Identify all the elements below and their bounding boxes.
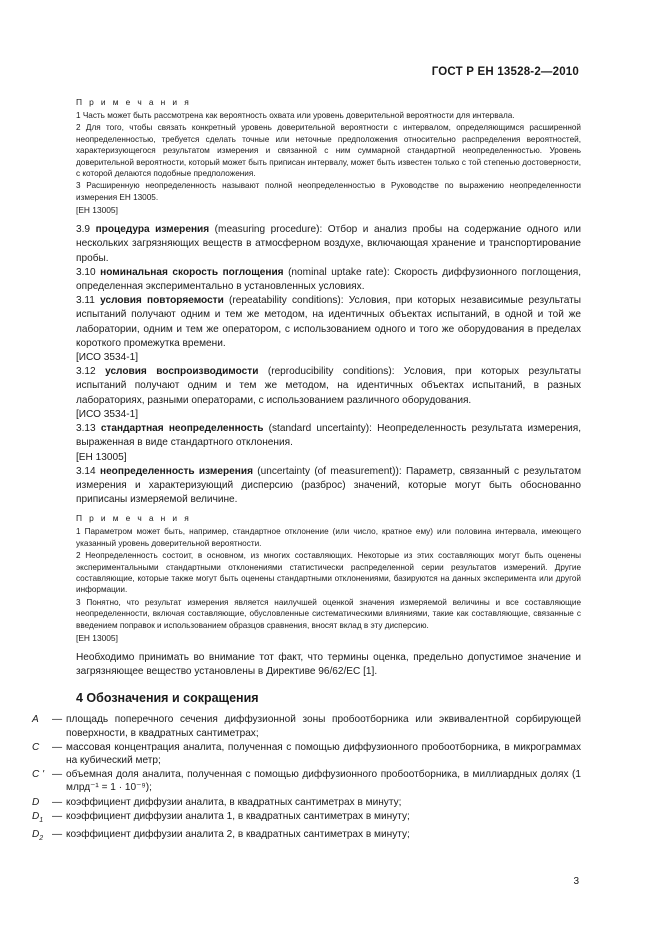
term: стандартная неопределенность bbox=[100, 423, 264, 435]
symbol-description: коэффициент диффузии аналита 2, в квадратных сантиметрах в минуту; bbox=[66, 829, 410, 841]
dash: — bbox=[51, 714, 63, 726]
definition-3-11: 3.11 условия повторяемости (repeatability conditions): Условия, при которых независимые результаты испытаний получают одним и тем же методом, на идентичных объектах испытаний, в одной и той же лаборатории, одним и тем же оператором, с использованием одного и того же оборудования в пределах короткого промежутка времени. bbox=[76, 295, 582, 349]
symbol-description: массовая концентрация аналита, полученная с помощью диффузионного пробоотборника, в микрограммах на кубический метр; bbox=[66, 741, 581, 766]
note-item: 2 Для того, чтобы связать конкретный уровень доверительной вероятности с интервалом, определяющимся расширенной неопределенностью, требуется сделать точные или неточные предположения относительно распределения вероятностей, характеризующегося результатом измерения и связанной с ним суммарной стандартной неопределенностью. Уровень доверительной вероятности, который может быть приписан интервалу, может быть известен только с той степенью достоверности, с которой делаются подобные предположения. bbox=[76, 123, 581, 179]
note-item: 1 Параметром может быть, например, стандартное отклонение (или число, кратное ему) или половина интервала, имеющего указанный уровень доверительной вероятности. bbox=[76, 527, 581, 548]
term: номинальная скорость поглощения bbox=[100, 266, 284, 278]
symbol-row bbox=[32, 810, 581, 827]
note-item: 3 Расширенную неопределенность называют полной неопределенностью в Руководстве по выражению неопределенности измерения ЕН 13005. bbox=[76, 181, 581, 202]
source-reference: [ИСО 3534-1] bbox=[76, 352, 139, 364]
definition-3-13: 3.13 стандартная неопределенность (standard uncertainty): Неопределенность результата измерения, выраженная в виде стандартного отклонения. bbox=[76, 423, 581, 449]
source-reference: [ЕН 13005] bbox=[76, 205, 118, 216]
symbol-description: площадь поперечного сечения диффузионной зоны пробоотборника или эквивалентной сорбирующей поверхности, в квадратных сантиметрах; bbox=[66, 714, 581, 739]
page-content bbox=[32, 97, 582, 846]
section-title: 4 Обозначения и сокращения bbox=[76, 691, 259, 706]
term: условия повторяемости bbox=[100, 295, 224, 307]
dash: — bbox=[51, 796, 63, 808]
symbol-row bbox=[32, 768, 581, 794]
notes-block-1 bbox=[76, 110, 581, 203]
note-item: 1 Часть может быть рассмотрена как вероятность охвата или уровень доверительной вероятности для интервала. bbox=[76, 111, 515, 120]
definition-3-10: 3.10 номинальная скорость поглощения (nominal uptake rate): Скорость диффузионного поглощения, определенная экспериментально в установленных условиях. bbox=[76, 266, 581, 293]
source-reference: [ЕН 13005] bbox=[76, 632, 118, 643]
notes-heading: П р и м е ч а н и я bbox=[76, 97, 192, 107]
note-item: 3 Понятно, что результат измерения является наилучшей оценкой значения измеряемой величины и все составляющие неопределенности, включая составляющие, обусловленные систематическими влияниями, такие как составляющие, связанные с введением поправок и использованием образцов сравнения, вносят вклад в эту дисперсию. bbox=[76, 597, 581, 630]
symbol: C bbox=[32, 741, 40, 753]
symbol-description: коэффициент диффузии аналита 1, в квадратных сантиметрах в минуту; bbox=[66, 810, 410, 822]
page-header: ГОСТ Р ЕН 13528-2—2010 bbox=[431, 66, 579, 78]
symbol-description: объемная доля аналита, полученная с помощью диффузионного пробоотборника, в миллиардных долях (1 млрд⁻¹ = 1 · 10⁻⁹); bbox=[66, 769, 581, 794]
symbol-description: коэффициент диффузии аналита, в квадратных сантиметрах в минуту; bbox=[66, 796, 402, 808]
dash: — bbox=[51, 829, 63, 841]
symbol: A bbox=[32, 714, 39, 726]
symbol-row bbox=[32, 741, 581, 767]
notes-heading: П р и м е ч а н и я bbox=[76, 513, 192, 524]
symbol: $D_1$ bbox=[32, 810, 44, 824]
source-reference: [ЕН 13005] bbox=[76, 451, 127, 463]
notes-block-2 bbox=[76, 526, 581, 631]
definitions bbox=[60, 223, 581, 507]
dash: — bbox=[51, 769, 63, 781]
symbol-row bbox=[32, 796, 581, 809]
symbol: C ' bbox=[32, 769, 45, 781]
closing-paragraph: Необходимо принимать во внимание тот факт, что термины оценка, предельно допустимое значение и загрязняющее вещество установлены в Директиве 96/62/ЕС [1]. bbox=[76, 651, 581, 678]
term: процедура измерения bbox=[95, 224, 210, 236]
definition-3-12: 3.12 условия воспроизводимости (reproducibility conditions): Условия, при которых результаты испытаний получают одним и тем же методом, на идентичных объектах испытаний, в разных лабораториях, разными операторами, с использованием различного оборудования. bbox=[76, 366, 581, 406]
symbol: D bbox=[32, 796, 40, 808]
dash: — bbox=[51, 810, 63, 822]
term: неопределенность измерения bbox=[99, 465, 253, 477]
source-reference: [ИСО 3534-1] bbox=[76, 408, 139, 420]
definition-3-9: 3.9 процедура измерения (measuring procedure): Отбор и анализ пробы на содержание одного или нескольких загрязняющих веществ в атмосферном воздухе, включающая хранение и транспортирование пробы. bbox=[76, 224, 581, 264]
symbols-list bbox=[32, 713, 581, 845]
page-number: 3 bbox=[573, 876, 579, 887]
term: условия воспроизводимости bbox=[105, 366, 259, 378]
symbol-row bbox=[32, 713, 581, 739]
symbol: $D_2$ bbox=[32, 829, 44, 843]
note-item: 2 Неопределенность состоит, в основном, из многих составляющих. Некоторые из этих составляющих могут быть оценены экспериментальными стандартными отклонениями статистически распределенной серии результатов измерений. Другие составляющие, которые также могут быть оценены стандартными отклонениями, базируются на данных эксперимента или другой информации. bbox=[76, 551, 581, 595]
dash: — bbox=[51, 741, 63, 753]
symbol-row bbox=[32, 828, 581, 845]
definition-3-14: 3.14 неопределенность измерения (uncertainty (of measurement)): Параметр, связанный с результатом измерения и характеризующий дисперсию (разброс) значений, которые могут быть обоснованно приписаны измеряемой величине. bbox=[76, 465, 582, 506]
